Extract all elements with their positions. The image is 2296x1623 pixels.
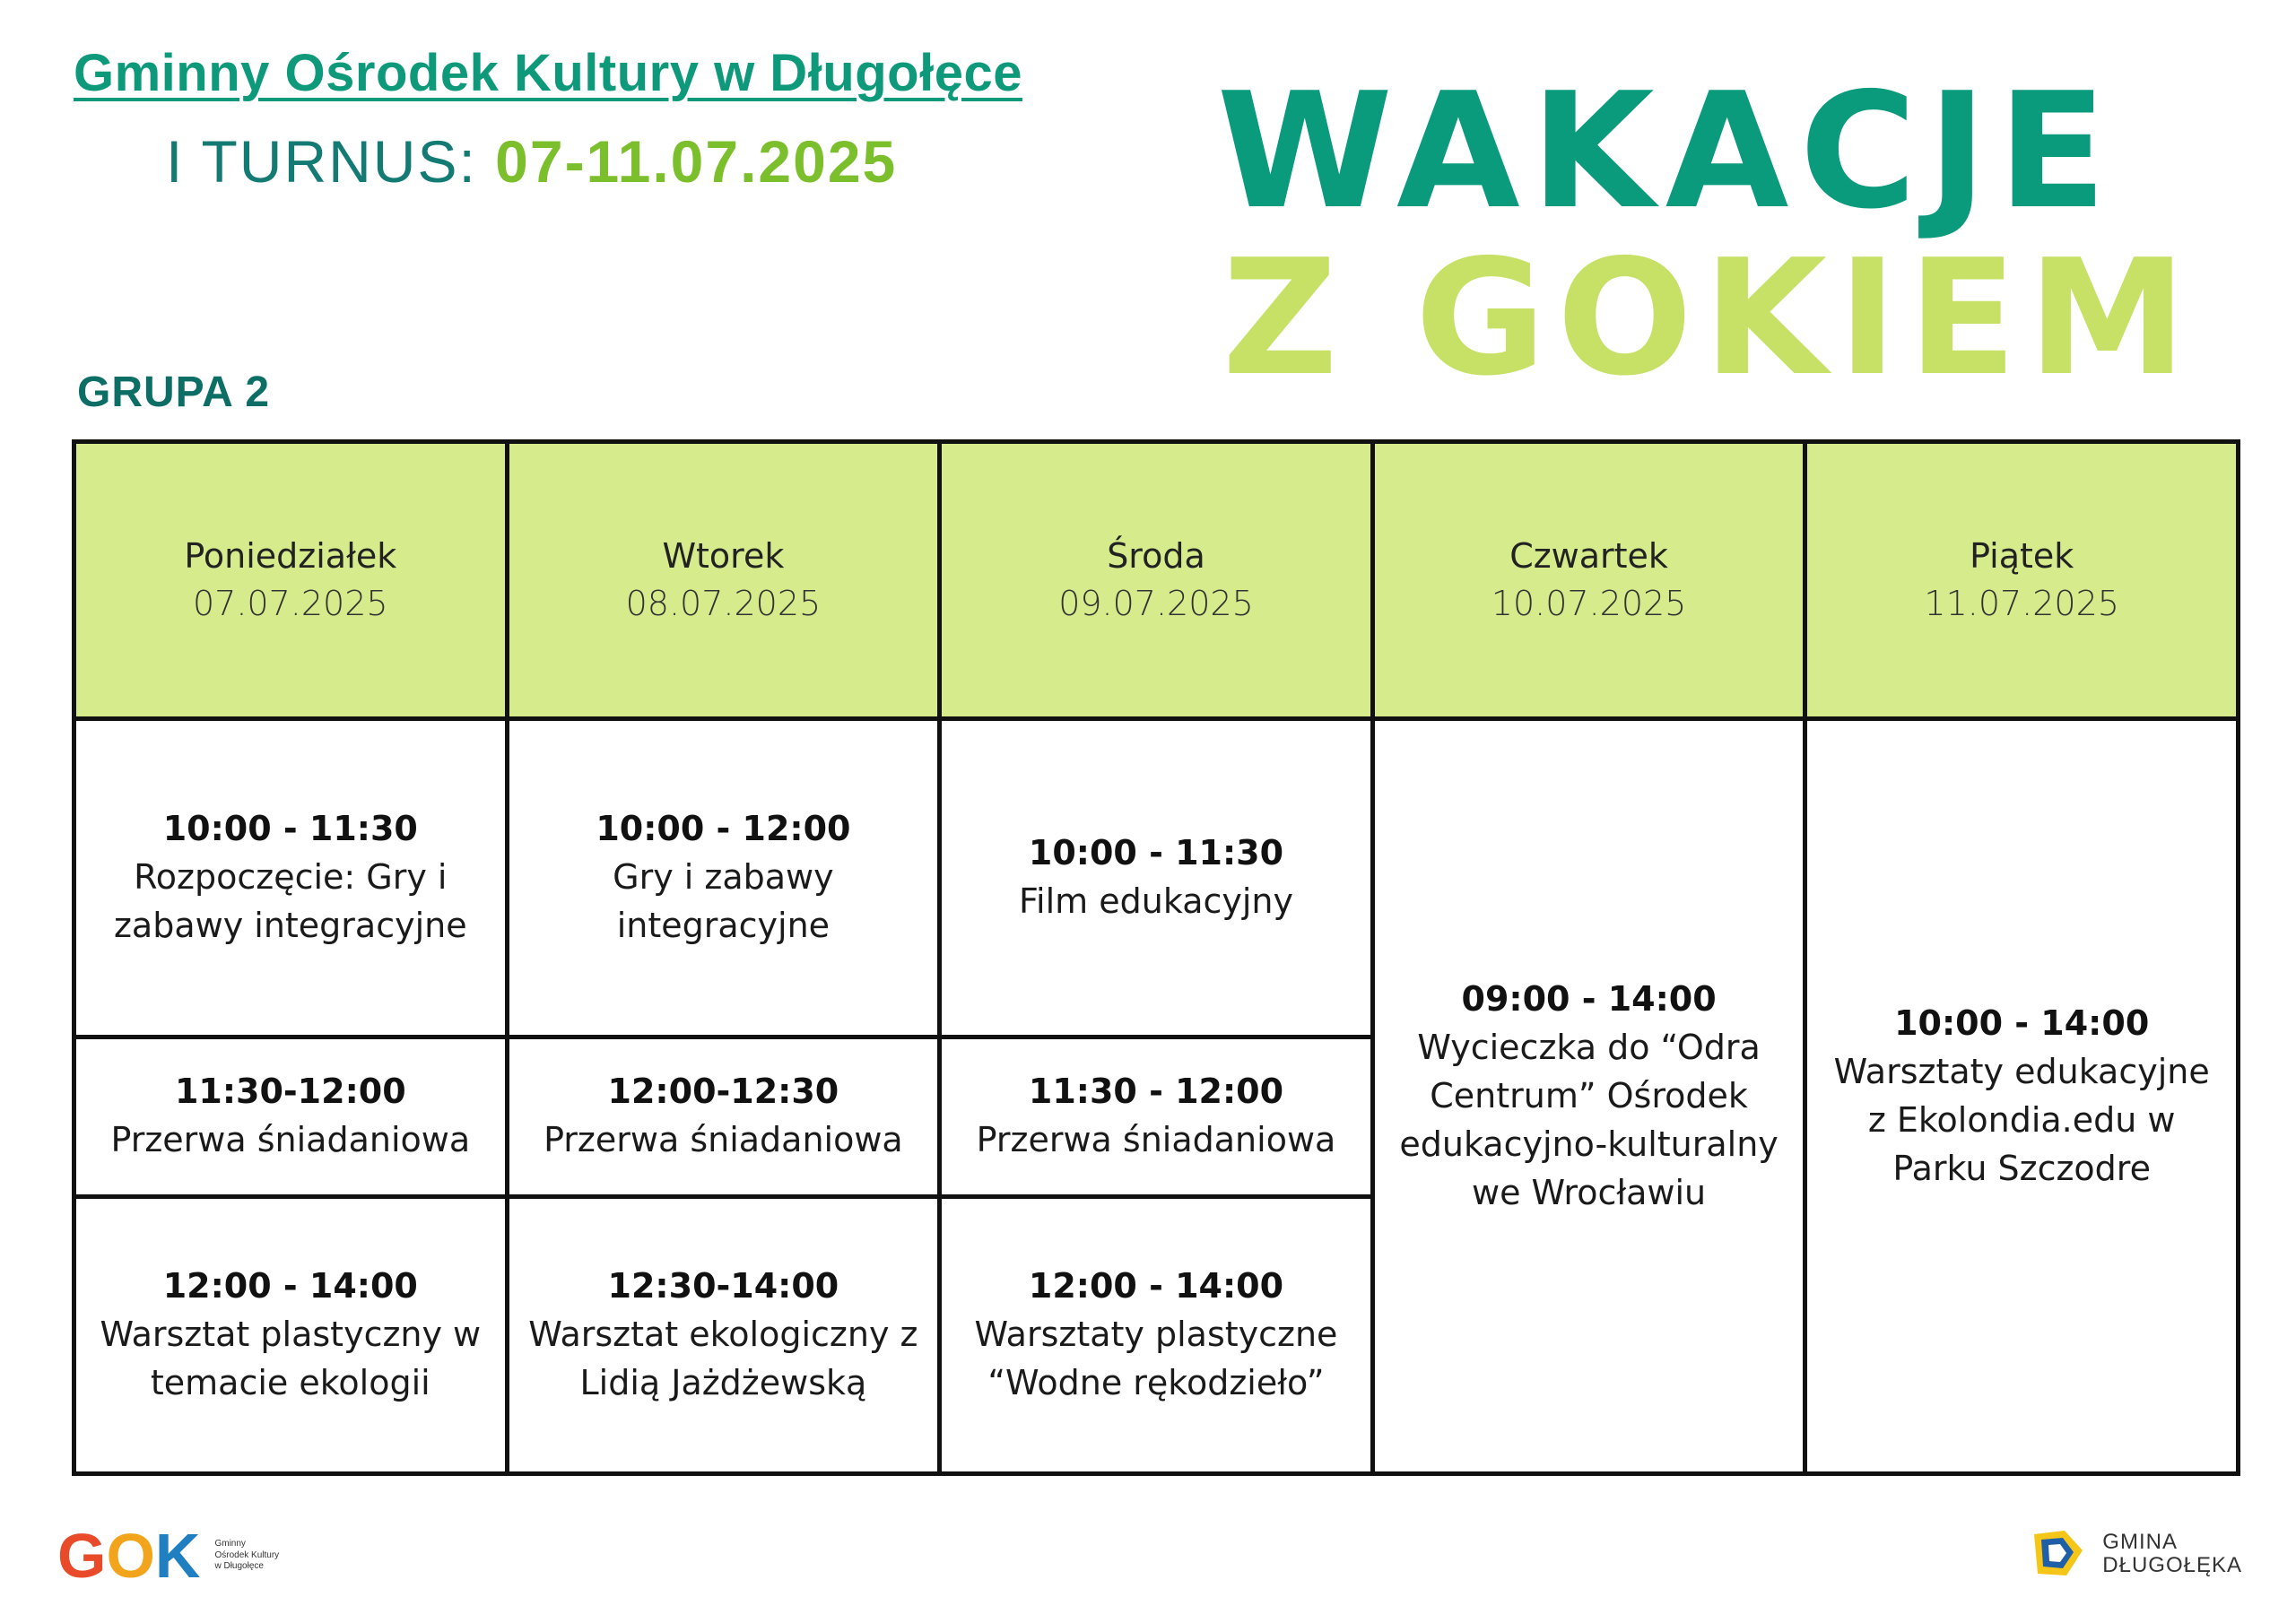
slot-activity: Warsztaty plastyczne “Wodne rękodzieło” (974, 1314, 1338, 1402)
title-line-2: Z GOKIEM (1222, 225, 2197, 411)
gmina-line2: DŁUGOŁĘKA (2102, 1553, 2242, 1577)
turnus-label: I TURNUS: (166, 128, 477, 195)
slot-time: 10:00 - 11:30 (162, 809, 418, 849)
slot-activity: Przerwa śniadaniowa (544, 1120, 903, 1160)
slot-time: 11:30-12:00 (174, 1072, 406, 1112)
slot-time: 11:30 - 12:00 (1028, 1072, 1284, 1112)
day-name: Środa (1107, 535, 1205, 576)
slot-time: 10:00 - 12:00 (596, 809, 851, 849)
day-date: 11.07.2025 (1924, 584, 2119, 624)
slot-monday-2 (74, 1037, 508, 1196)
slot-wednesday-1 (940, 719, 1373, 1037)
slot-monday-1 (74, 719, 508, 1037)
day-name: Piątek (1970, 535, 2074, 576)
slot-time: 12:30-14:00 (607, 1265, 839, 1306)
slot-time: 10:00 - 14:00 (1894, 1002, 2150, 1043)
day-name: Poniedziałek (184, 535, 397, 576)
slot-activity: Film edukacyjny (1018, 881, 1293, 922)
slot-activity: Warsztat ekologiczny z Lidią Jażdżewską (528, 1314, 918, 1402)
day-date: 07.07.2025 (193, 584, 388, 624)
gok-letter-k: K (154, 1521, 201, 1591)
group-label: GRUPA 2 (77, 369, 271, 416)
gok-logo (57, 1521, 280, 1591)
slot-activity: Przerwa śniadaniowa (110, 1120, 471, 1160)
slot-time: 12:00 - 14:00 (162, 1265, 418, 1306)
gmina-logo (2031, 1529, 2242, 1579)
schedule-row (74, 719, 2239, 1037)
gok-letter-o: O (106, 1521, 155, 1591)
day-date: 08.07.2025 (625, 584, 822, 624)
gok-sub-line: Ośrodek Kultury (214, 1549, 280, 1560)
gok-letter-g: G (57, 1521, 107, 1591)
slot-time: 12:00 - 14:00 (1028, 1265, 1284, 1306)
slot-activity: Gry i zabawy integracyjne (613, 857, 834, 946)
slot-time: 09:00 - 14:00 (1461, 978, 1717, 1019)
slot-time: 10:00 - 11:30 (1028, 833, 1284, 873)
slot-activity: Wycieczka do “Odra Centrum” Ośrodek edukacyjno-kulturalny we Wrocławiu (1399, 1027, 1779, 1212)
slot-wednesday-2 (940, 1037, 1373, 1196)
schedule-table (72, 439, 2240, 1476)
slot-tuesday-2 (507, 1037, 940, 1196)
slot-friday (1805, 719, 2239, 1474)
slot-wednesday-3 (940, 1196, 1373, 1473)
gmina-line1: GMINA (2102, 1529, 2178, 1554)
gok-logo-letters (57, 1521, 201, 1591)
slot-activity: Przerwa śniadaniowa (976, 1120, 1336, 1160)
program-title (1216, 58, 2197, 411)
turnus-dates: 07-11.07.2025 (495, 128, 898, 195)
day-date: 09.07.2025 (1058, 584, 1254, 624)
slot-activity: Warsztaty edukacyjne z Ekolondia.edu w Parku Szczodre (1833, 1051, 2210, 1188)
slot-thursday (1372, 719, 1805, 1474)
day-header-tuesday (507, 442, 940, 719)
day-header-thursday (1372, 442, 1805, 719)
slot-tuesday-3 (507, 1196, 940, 1473)
day-header-wednesday (940, 442, 1373, 719)
turnus-line (166, 127, 897, 195)
schedule-header-row (74, 442, 2239, 719)
slot-tuesday-1 (507, 719, 940, 1037)
slot-activity: Warsztat plastyczny w temacie ekologii (100, 1314, 482, 1402)
slot-monday-3 (74, 1196, 508, 1473)
gok-logo-subtitle (214, 1539, 279, 1573)
day-header-monday (74, 442, 508, 719)
title-line-1: WAKACJE (1216, 58, 2118, 244)
gok-sub-line: w Długołęce (214, 1561, 264, 1572)
organization-name: Gminny Ośrodek Kultury w Długołęce (74, 44, 1022, 102)
gok-sub-line: Gminny (214, 1539, 246, 1549)
gmina-logo-text (2102, 1531, 2242, 1578)
day-date: 10.07.2025 (1491, 584, 1687, 624)
gmina-emblem-icon (2031, 1529, 2086, 1579)
day-header-friday (1805, 442, 2239, 719)
day-name: Czwartek (1509, 535, 1668, 576)
day-name: Wtorek (662, 535, 785, 576)
slot-time: 12:00-12:30 (607, 1072, 839, 1112)
slot-activity: Rozpoczęcie: Gry i zabawy integracyjne (113, 857, 467, 946)
